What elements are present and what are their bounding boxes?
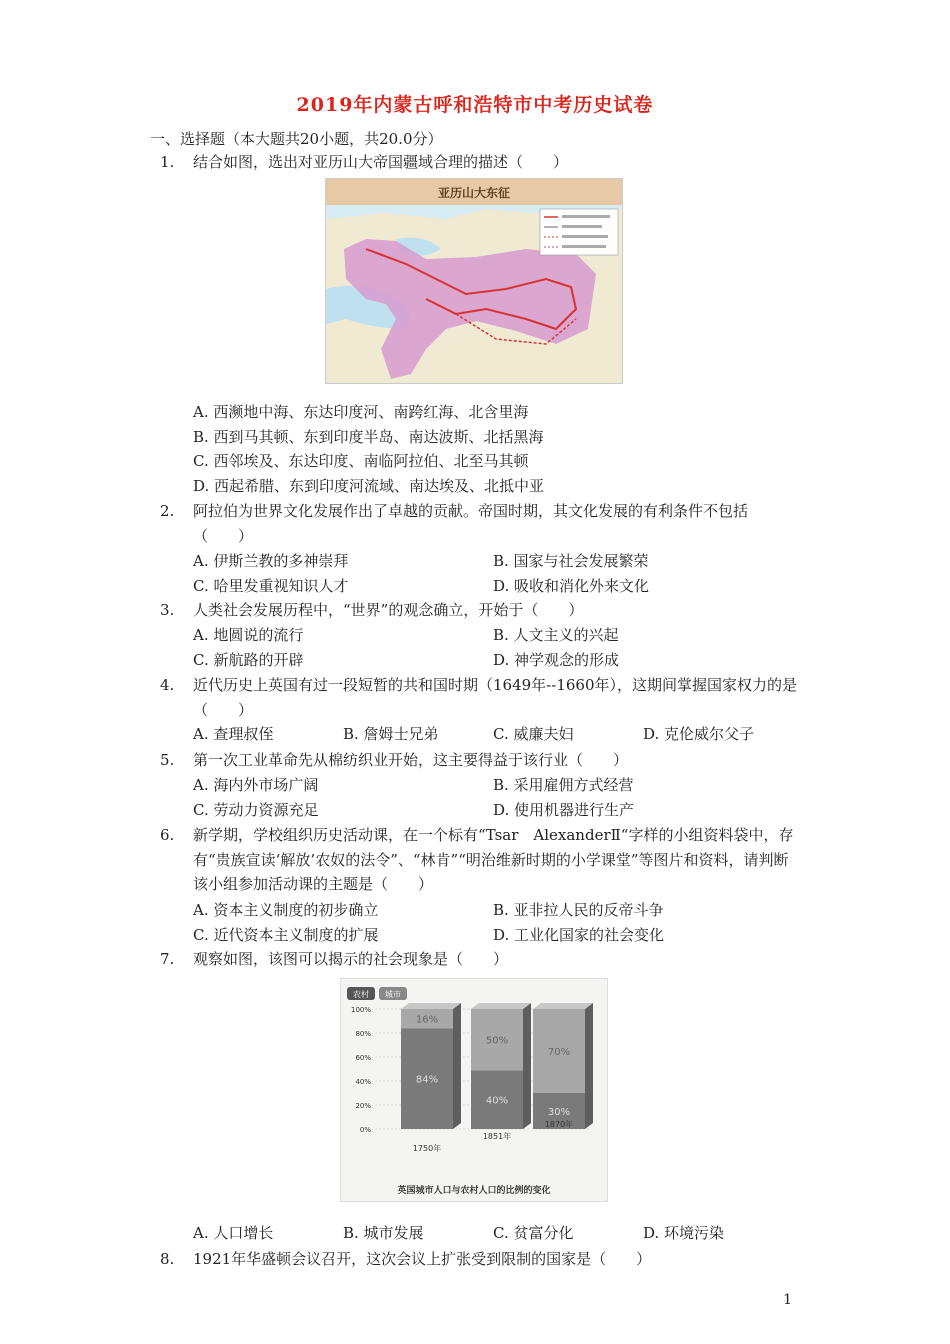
x-category-label: 1750年 xyxy=(412,1144,442,1153)
y-tick-label: 40% xyxy=(355,1078,371,1086)
question-1 xyxy=(160,150,800,175)
question-number: 6. xyxy=(160,826,175,844)
y-tick-label: 20% xyxy=(355,1102,371,1110)
page-number: 1 xyxy=(783,1292,792,1308)
option-c[interactable]: C. 新航路的开辟 xyxy=(193,650,304,669)
option-c[interactable]: C. 威廉夫妇 xyxy=(493,725,574,743)
question-5 xyxy=(160,748,800,773)
option-c[interactable]: C. 贫富分化 xyxy=(493,1224,574,1242)
data-label-rural: 84% xyxy=(415,1074,439,1086)
option-c[interactable]: C. 劳动力资源充足 xyxy=(193,800,319,819)
option-b[interactable]: B. 亚非拉人民的反帝斗争 xyxy=(493,901,664,919)
question-number: 3. xyxy=(160,601,175,619)
options-q3 xyxy=(193,623,793,672)
question-8 xyxy=(160,1247,800,1272)
y-tick-label: 60% xyxy=(355,1054,371,1062)
data-label-rural: 40% xyxy=(485,1095,509,1107)
option-b[interactable]: B. 西到马其顿、东到印度半岛、南达波斯、北括黑海 xyxy=(193,427,544,446)
option-a[interactable]: A. 资本主义制度的初步确立 xyxy=(193,901,379,919)
x-category-label: 1851年 xyxy=(482,1132,512,1141)
y-tick-label: 80% xyxy=(355,1030,371,1038)
question-stem: 结合如图，选出对亚历山大帝国疆域合理的描述（ ） xyxy=(193,153,569,171)
options-q2 xyxy=(193,549,793,598)
option-a[interactable]: A. 伊斯兰教的多神崇拜 xyxy=(193,552,349,570)
data-label-urban: 70% xyxy=(547,1047,571,1058)
option-c[interactable]: C. 哈里发重视知识人才 xyxy=(193,576,349,595)
question-3 xyxy=(160,598,800,623)
bar-side xyxy=(585,1003,593,1129)
legend-label-urban: 城市 xyxy=(385,990,401,999)
options-q6 xyxy=(193,898,793,947)
option-b[interactable]: B. 詹姆士兄弟 xyxy=(343,725,439,743)
option-c[interactable]: C. 近代资本主义制度的扩展 xyxy=(193,925,379,944)
option-d[interactable]: D. 环境污染 xyxy=(643,1224,725,1242)
data-label-urban: 16% xyxy=(415,1014,439,1026)
question-2 xyxy=(160,499,800,548)
question-stem: 1921年华盛顿会议召开，这次会议上扩张受到限制的国家是（ ） xyxy=(193,1250,652,1268)
y-tick-label: 0% xyxy=(359,1126,371,1134)
bar-side xyxy=(523,1003,531,1129)
option-b[interactable]: B. 采用雇佣方式经营 xyxy=(493,776,634,794)
y-tick-label: 100% xyxy=(350,1006,371,1014)
option-a[interactable]: A. 地圆说的流行 xyxy=(193,626,304,644)
option-a[interactable]: A. 海内外市场广阔 xyxy=(193,776,319,794)
question-stem: 观察如图，该图可以揭示的社会现象是（ ） xyxy=(193,950,509,968)
bar-side xyxy=(453,1003,461,1129)
option-d[interactable]: D. 西起希腊、东到印度河流域、南达埃及、北抵中亚 xyxy=(193,476,545,495)
question-6 xyxy=(160,823,800,897)
question-7 xyxy=(160,947,800,972)
options-q5 xyxy=(193,773,793,822)
options-q1 xyxy=(193,400,793,498)
question-number: 4. xyxy=(160,676,175,694)
option-b[interactable]: B. 人文主义的兴起 xyxy=(493,626,619,644)
population-chart-figure xyxy=(340,978,608,1202)
question-stem: 近代历史上英国有过一段短暂的共和国时期（1649年--1660年），这期间掌握国家权力的是（ ） xyxy=(193,676,797,719)
options-q7 xyxy=(193,1221,793,1246)
question-number: 1. xyxy=(160,153,175,171)
population-chart xyxy=(341,979,607,1201)
data-label-urban: 50% xyxy=(485,1035,509,1047)
bar-top xyxy=(471,1003,531,1009)
chart-caption: 英国城市人口与农村人口的比例的变化 xyxy=(397,1186,551,1196)
legend-label-rural: 农村 xyxy=(353,990,369,999)
question-4 xyxy=(160,673,800,722)
options-q4 xyxy=(193,722,793,747)
map-title: 亚历山大东征 xyxy=(437,186,511,200)
question-stem: 新学期，学校组织历史活动课，在一个标有“Tsar AlexanderⅡ“字样的小组资料袋中，存有“贵族宣读‘解放’农奴的法令”、“林肯”“明治维新时期的小学课堂”等图片和资料，请判断该小组参加活动课的主题是（ ） xyxy=(193,826,794,893)
option-b[interactable]: B. 城市发展 xyxy=(343,1224,424,1242)
question-stem: 人类社会发展历程中，“世界”的观念确立，开始于（ ） xyxy=(193,601,584,619)
bar-top xyxy=(401,1003,461,1009)
option-b[interactable]: B. 国家与社会发展繁荣 xyxy=(493,552,649,570)
option-d[interactable]: D. 使用机器进行生产 xyxy=(493,800,635,819)
question-number: 8. xyxy=(160,1250,175,1268)
option-a[interactable]: A. 查理叔侄 xyxy=(193,725,274,743)
option-d[interactable]: D. 克伦威尔父子 xyxy=(643,725,755,743)
question-stem: 第一次工业革命先从棉纺织业开始，这主要得益于该行业（ ） xyxy=(193,751,629,769)
question-number: 5. xyxy=(160,751,175,769)
section-heading: 一、选择题（本大题共20小题，共20.0分） xyxy=(150,130,443,148)
option-a[interactable]: A. 人口增长 xyxy=(193,1224,274,1242)
option-d[interactable]: D. 工业化国家的社会变化 xyxy=(493,925,665,944)
question-number: 7. xyxy=(160,950,175,968)
option-d[interactable]: D. 吸收和消化外来文化 xyxy=(493,576,650,595)
bar-top xyxy=(533,1003,593,1009)
option-a[interactable]: A. 西濒地中海、东达印度河、南跨红海、北含里海 xyxy=(193,403,529,421)
option-d[interactable]: D. 神学观念的形成 xyxy=(493,650,620,669)
option-c[interactable]: C. 西邻埃及、东达印度、南临阿拉伯、北至马其顿 xyxy=(193,452,529,470)
question-stem: 阿拉伯为世界文化发展作出了卓越的贡献。帝国时期，其文化发展的有利条件不包括（ ） xyxy=(193,502,749,545)
page-title: 2019年内蒙古呼和浩特市中考历史试卷 xyxy=(296,94,654,116)
alexander-map-figure xyxy=(325,178,623,384)
question-number: 2. xyxy=(160,502,175,520)
data-label-rural: 30% xyxy=(547,1107,571,1118)
x-category-label: 1870年 xyxy=(544,1120,574,1129)
